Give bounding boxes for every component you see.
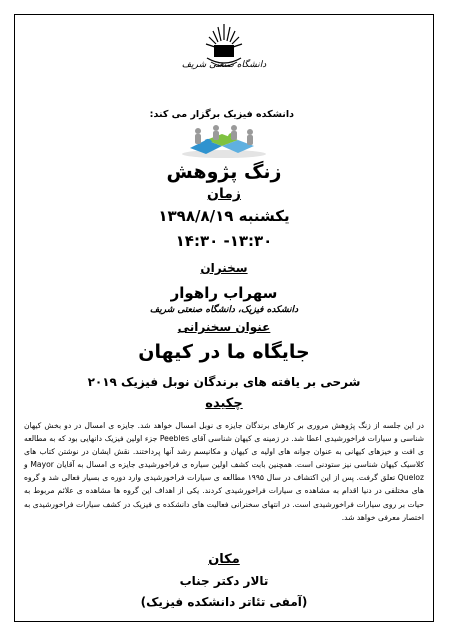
time-heading: زمان [207, 186, 241, 202]
abstract-heading: چکیده [205, 396, 243, 411]
organizer-line: دانشکده فیزیک برگزار می کند: [149, 109, 294, 120]
speaker-affiliation: دانشکده فیزیک، دانشگاه صنعتی شریف [149, 305, 299, 315]
page-border [14, 14, 434, 622]
talk-subtitle: شرحی بر یافته های برندگان نوبل فیزیک ۲۰۱۹ [87, 375, 361, 389]
university-name: دانشگاه صنعتی شریف [181, 60, 267, 70]
speaker-heading: سخنران [200, 261, 248, 275]
talk-title-heading: عنوان سخنرانی [177, 320, 271, 334]
talk-title: جایگاه ما در کیهان [138, 341, 310, 363]
place-heading: مکان [208, 552, 240, 567]
university-logo [199, 20, 249, 80]
event-hours: ۱۳:۳۰- ۱۴:۳۰ [175, 232, 273, 250]
series-title: زنگ پژوهش [166, 161, 282, 183]
hall-name: تالار دکتر جناب [179, 574, 269, 588]
venue-name: (آمفی تئاتر دانشکده فیزیک) [140, 595, 308, 609]
event-date: یکشنبه ۱۳۹۸/۸/۱۹ [158, 207, 290, 225]
abstract-text: در این جلسه از زنگ پژوهش مروری بر کارهای برندگان جایزه ی نوبل امسال خواهد شد. جایزه ی امسال در دو بخش کیهان شناسی و سیارات فراخورشیدی اعطا شد. در زمینه ی کیهان شناسی آقای Peebles جزء اولین فیزیک دانهایی بود که به مطالعه ی افت و خیزهای کیهانی به عنوان جوانه های اولیه ی کیهان و مکانیسم رشد آنها پرداختند. نقش ایشان در نوشتن کتاب های کلاسیک کیهان شناسی نیز ستودنی است. همچنین بابت کشف اولین سیاره ی فراخورشیدی جایزه ی امسال به آقایان Mayor و Queloz تعلق گرفت. پس از این اکتشاف در سال ۱۹۹۵ مطالعه ی سیارات فراخورشیدی وارد دوره ی بسیار فعالی شد و گروه های مختلفی در دنیا اقدام به مشاهده ی سیارات فراخورشیدی کردند. یکی از اهداف این گروه ها مشاهده ی علائم مربوط به حیات بر روی سیارات فراخورشیدی است. در انتهای سخنرانی فعالیت های دانشکده ی فیزیک در کشف سیارات فراخورشیدی به اختصار معرفی خواهد شد. [24, 421, 424, 522]
speaker-name: سهراب راهوار [170, 284, 278, 302]
puzzle-team-illustration [176, 122, 272, 160]
